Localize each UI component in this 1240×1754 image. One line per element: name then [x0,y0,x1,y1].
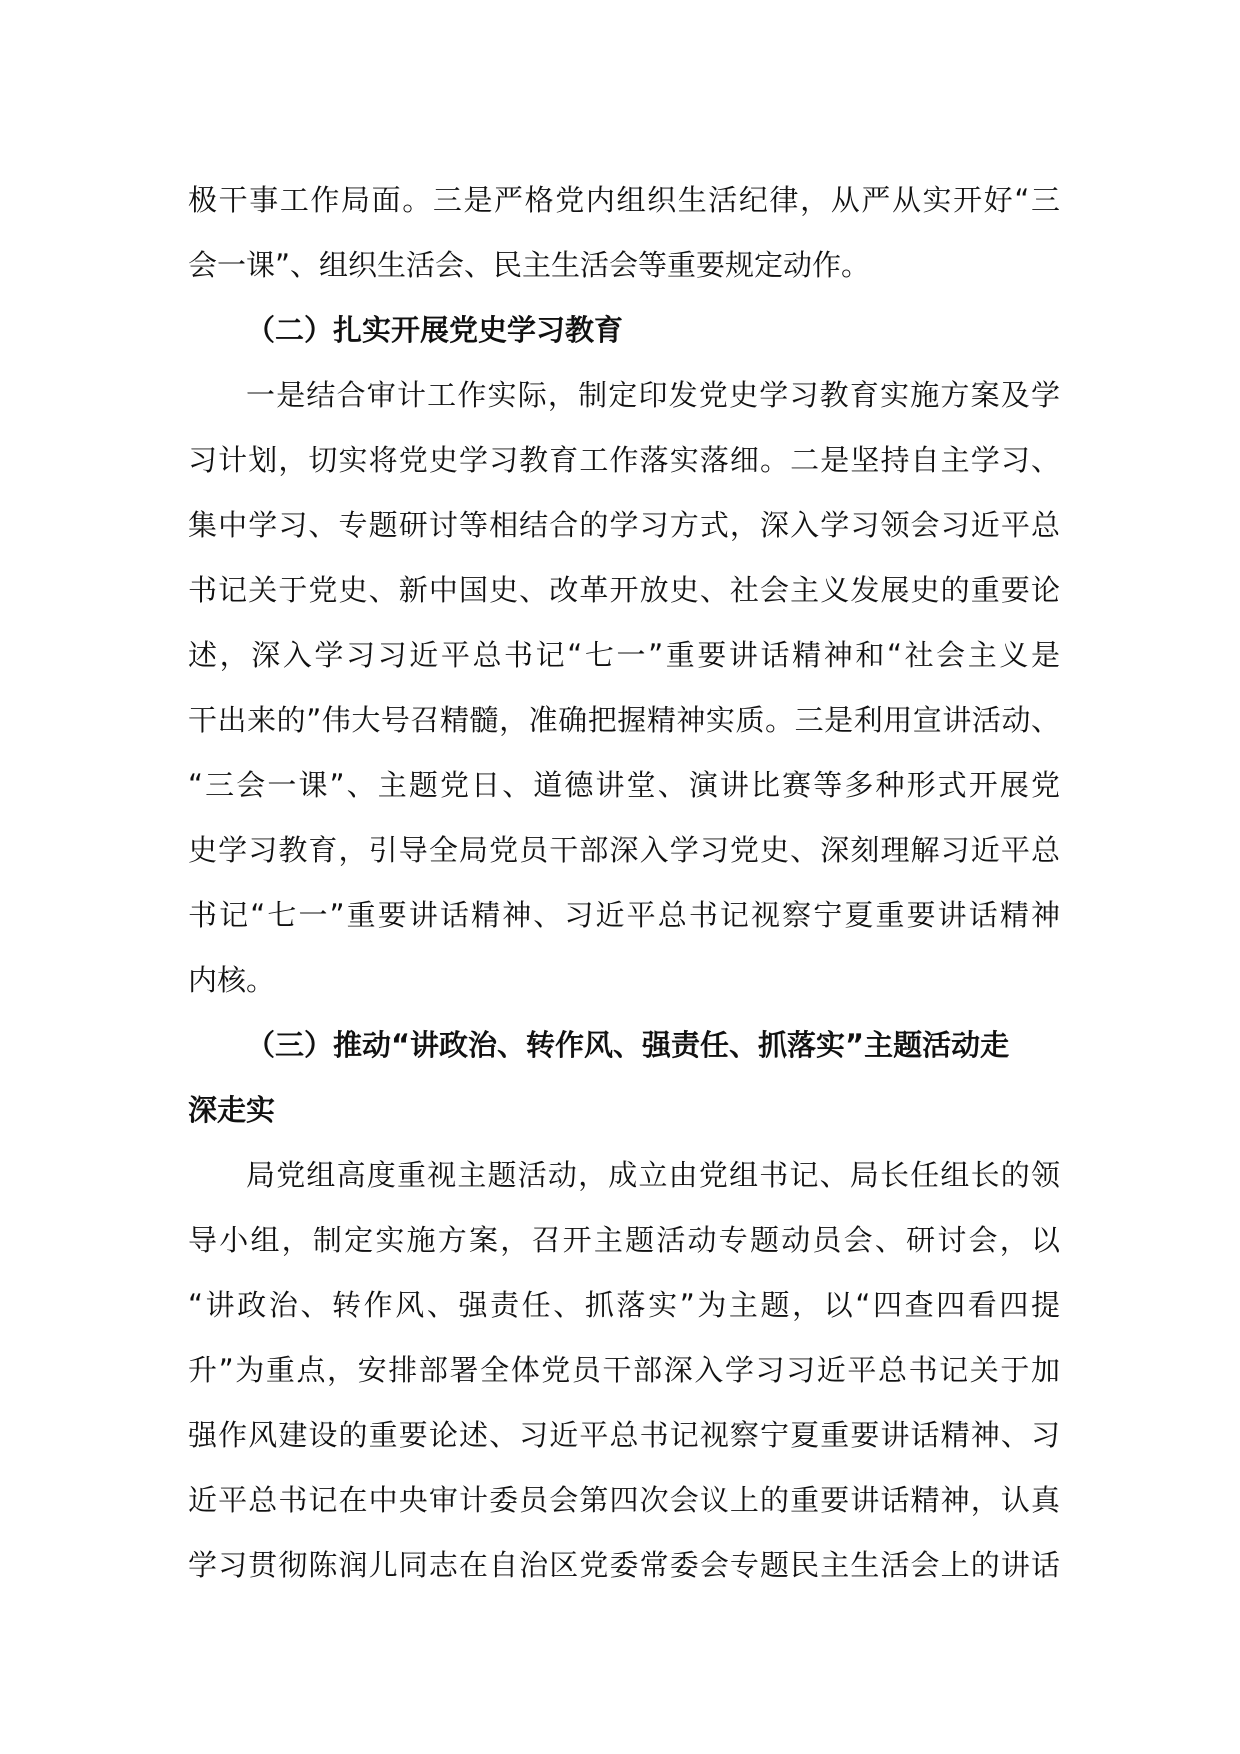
paragraph-line: 升”为重点，安排部署全体党员干部深入学习习近平总书记关于加 [188,1353,1060,1387]
document-body [188,168,1060,1598]
paragraph-line: 导小组，制定实施方案，召开主题活动专题动员会、研讨会，以 [188,1223,1060,1257]
paragraph-line: 强作风建设的重要论述、习近平总书记视察宁夏重要讲话精神、习 [188,1418,1060,1452]
paragraph-line: 习计划，切实将党史学习教育工作落实落细。二是坚持自主学习、 [188,443,1060,477]
section-heading: （三）推动“讲政治、转作风、强责任、抓落实”主题活动走 [246,1028,1010,1062]
paragraph-line: 干出来的”伟大号召精髓，准确把握精神实质。三是利用宣讲活动、 [188,703,1060,737]
paragraph-line: 极干事工作局面。三是严格党内组织生活纪律，从严从实开好“三 [188,183,1060,217]
paragraph-line: 书记“七一”重要讲话精神、习近平总书记视察宁夏重要讲话精神 [188,898,1060,932]
paragraph-line: 学习贯彻陈润儿同志在自治区党委常委会专题民主生活会上的讲话 [188,1548,1060,1582]
section-heading: （二）扎实开展党史学习教育 [246,313,624,347]
paragraph-line: 一是结合审计工作实际，制定印发党史学习教育实施方案及学 [246,378,1060,412]
paragraph-line: 会一课”、组织生活会、民主生活会等重要规定动作。 [188,248,871,282]
paragraph-line: 史学习教育，引导全局党员干部深入学习党史、深刻理解习近平总 [188,833,1060,867]
paragraph-line: 集中学习、专题研讨等相结合的学习方式，深入学习领会习近平总 [188,508,1060,542]
paragraph-line: 内核。 [188,963,276,997]
paragraph-line: 近平总书记在中央审计委员会第四次会议上的重要讲话精神，认真 [188,1483,1060,1517]
paragraph-line: 书记关于党史、新中国史、改革开放史、社会主义发展史的重要论 [188,573,1060,607]
section-heading-continued: 深走实 [188,1093,276,1127]
paragraph-line: 局党组高度重视主题活动，成立由党组书记、局长任组长的领 [246,1158,1060,1192]
paragraph-line: “讲政治、转作风、强责任、抓落实”为主题，以“四查四看四提 [188,1288,1060,1322]
paragraph-line: 述，深入学习习近平总书记“七一”重要讲话精神和“社会主义是 [188,638,1060,672]
paragraph-line: “三会一课”、主题党日、道德讲堂、演讲比赛等多种形式开展党 [188,768,1060,802]
